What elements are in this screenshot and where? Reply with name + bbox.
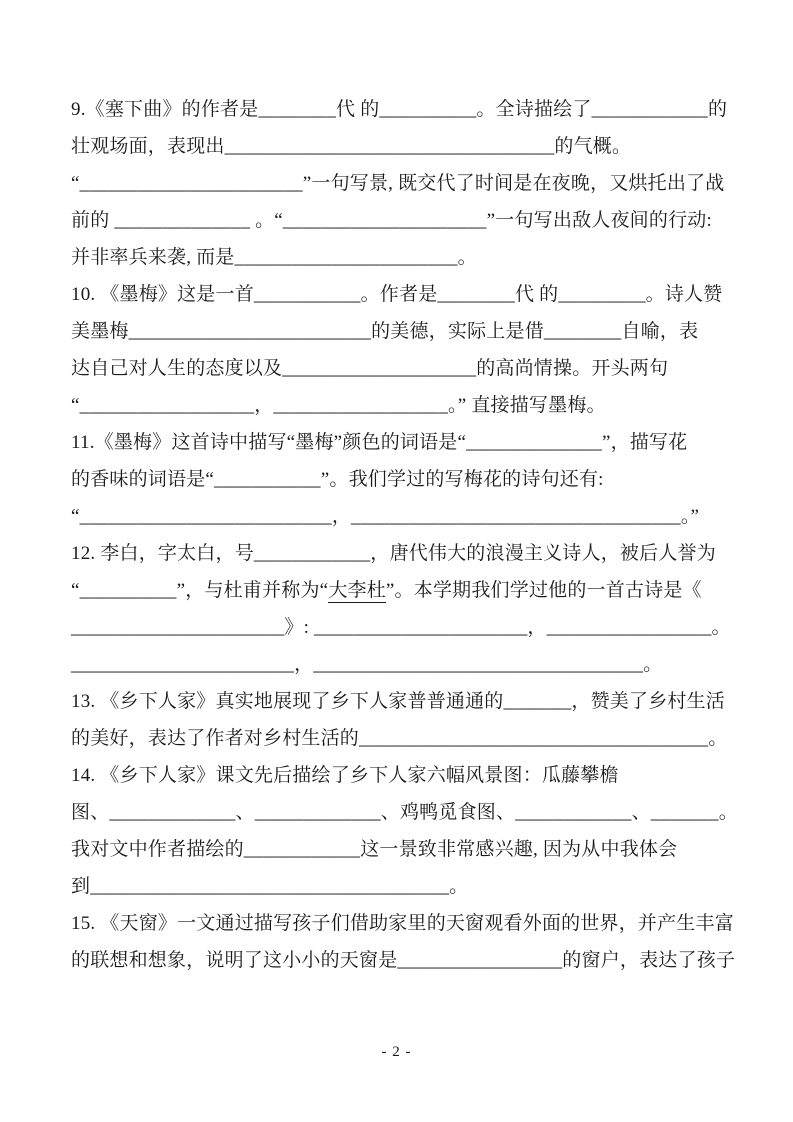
worksheet-line: 美墨梅_________________________的美德，实际上是借________自喻，表 <box>71 321 699 342</box>
worksheet-line: 到_____________________________________。 <box>71 876 469 897</box>
worksheet-line: 我对文中作者描绘的____________这一景致非常感兴趣, 因为从中我体会 <box>71 839 678 860</box>
worksheet-line: 14. 《乡下人家》课文先后描绘了乡下人家六幅风景图：瓜藤攀檐 <box>71 765 619 786</box>
worksheet-line: 前的 ______________ 。“_____________________”一句写出敌人夜间的行动: <box>71 210 712 231</box>
worksheet-line: “_______________________”一句写景, 既交代了时间是在夜晚，又烘托出了战 <box>71 173 725 194</box>
worksheet-line: “__________________________，__________________________________。” <box>71 506 700 527</box>
worksheet-line: 9.《塞下曲》的作者是________代 的__________。全诗描绘了____________的 <box>71 99 728 120</box>
worksheet-line: 13. 《乡下人家》真实地展现了乡下人家普普通通的_______，赞美了乡村生活 <box>71 691 726 712</box>
worksheet-line: 的美好，表达了作者对乡村生活的____________________________________。 <box>71 728 728 749</box>
worksheet-line: 的香味的词语是“___________”。我们学过的写梅花的诗句还有: <box>71 469 604 490</box>
worksheet-line: _______________________，__________________________________。 <box>71 654 663 675</box>
worksheet-line: 并非率兵来袭, 而是_______________________。 <box>71 247 477 268</box>
worksheet-line: 壮观场面，表现出__________________________________的气概。 <box>71 136 632 157</box>
worksheet-line: 11.《墨梅》这首诗中描写“墨梅”颜色的词语是“______________”，描写花 <box>71 432 688 453</box>
underlined-term: 大李杜 <box>328 580 386 601</box>
worksheet-text-block <box>71 91 739 979</box>
worksheet-line: 图、_____________、_____________、鸡鸭觅食图、____________、_______。 <box>71 802 738 823</box>
worksheet-line: “__________________，__________________。” 直接描写墨梅。 <box>71 395 606 416</box>
worksheet-line: 15. 《天窗》一文通过描写孩子们借助家里的天窗观看外面的世界，并产生丰富 <box>71 913 734 934</box>
worksheet-line <box>71 572 739 609</box>
worksheet-line: ______________________》: ______________________，_________________。 <box>71 617 731 638</box>
line-segment: “__________”，与杜甫并称为“ <box>71 580 329 601</box>
worksheet-line: 10. 《墨梅》这是一首___________。作者是________代 的_________。诗人赞 <box>71 284 723 305</box>
worksheet-line: 达自己对人生的态度以及____________________的高尚情操。开头两句 <box>71 358 669 379</box>
page-number-footer: - 2 - <box>381 1044 412 1060</box>
line-segment: ”。本学期我们学过他的一首古诗是《 <box>385 580 702 601</box>
worksheet-line: 的联想和想象，说明了这小小的天窗是_________________的窗户，表达了孩子 <box>71 950 736 971</box>
worksheet-line: 12. 李白，字太白，号____________，唐代伟大的浪漫主义诗人，被后人誉为 <box>71 543 716 564</box>
